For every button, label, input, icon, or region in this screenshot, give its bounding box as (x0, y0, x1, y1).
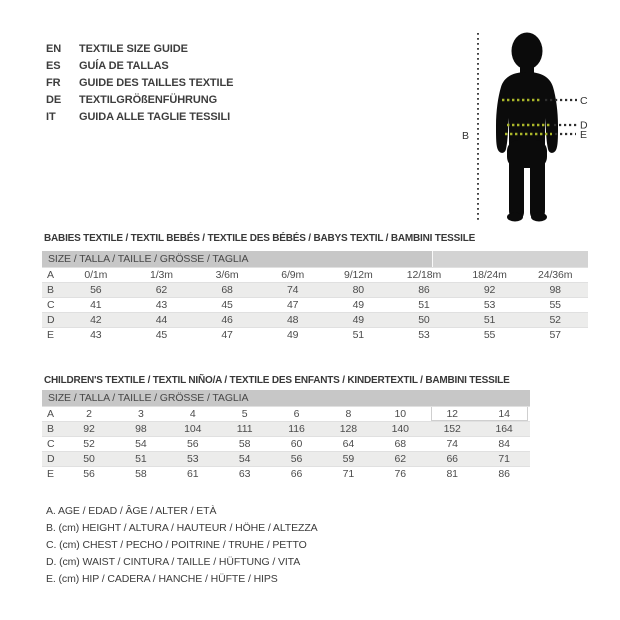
row-label: D (47, 314, 55, 326)
table-row-D (42, 312, 588, 327)
row-label: B (47, 423, 54, 435)
language-row (46, 91, 233, 108)
babies-size-header (42, 251, 588, 267)
table-cell: 47 (221, 329, 233, 341)
table-cell: 152 (443, 423, 461, 435)
table-cell: 98 (549, 284, 561, 296)
table-cell: 62 (155, 284, 168, 296)
table-row-C (42, 436, 530, 451)
hip-label: E (580, 129, 588, 141)
row-label: E (47, 329, 54, 341)
header-shade-overlay (432, 251, 588, 267)
waist-label: D (580, 119, 588, 132)
children-size-table (42, 390, 530, 481)
table-cell: 111 (236, 423, 253, 435)
table-cell: 164 (495, 423, 513, 435)
table-cell: 42 (90, 314, 102, 326)
row-label: D (47, 453, 55, 465)
table-cell: 51 (135, 453, 147, 465)
table-row-A (42, 406, 530, 421)
legend-line: B. (cm) HEIGHT / ALTURA / HAUTEUR / HÖHE / ALTEZZA (46, 522, 318, 534)
table-row-E (42, 327, 588, 342)
language-list (46, 40, 233, 125)
table-cell: 18/24m (472, 269, 507, 281)
table-cell: 55 (483, 329, 496, 341)
table-cell: 14 (498, 408, 510, 420)
table-row-D (42, 451, 530, 466)
table-cell: 43 (90, 329, 102, 341)
table-cell: 50 (418, 314, 430, 326)
table-cell: 92 (83, 423, 95, 435)
table-cell: 76 (394, 468, 407, 480)
table-row-B (42, 282, 588, 297)
table-cell: 3 (137, 408, 144, 420)
language-row (46, 74, 233, 91)
children-size-header-text: SIZE / TALLA / TAILLE / GRÖSSE / TAGLIA (48, 392, 249, 404)
table-cell: 86 (498, 468, 510, 480)
table-cell: 53 (418, 329, 430, 341)
table-cell: 52 (549, 314, 561, 326)
table-cell: 81 (446, 468, 458, 480)
language-row (46, 40, 233, 57)
table-cell: 56 (290, 453, 303, 465)
language-row (46, 57, 233, 74)
table-row-B (42, 421, 530, 436)
table-cell: 86 (418, 284, 430, 296)
row-label: B (47, 284, 54, 296)
babies-rows (42, 267, 588, 342)
table-cell: 41 (90, 299, 102, 311)
table-cell: 57 (549, 329, 561, 341)
table-cell: 6 (293, 408, 300, 420)
table-cell: 60 (290, 438, 303, 450)
row-label: A (47, 269, 54, 281)
table-cell: 58 (238, 438, 251, 450)
language-label: GUIDA ALLE TAGLIE TESSILI (79, 110, 231, 123)
table-cell: 66 (290, 468, 303, 480)
table-cell: 56 (186, 438, 199, 450)
legend-line: E. (cm) HIP / CADERA / HANCHE / HÜFTE / HIPS (46, 573, 278, 585)
babies-size-header-text: SIZE / TALLA / TAILLE / GRÖSSE / TAGLIA (48, 253, 249, 265)
language-label: GUIDE DES TAILLES TEXTILE (79, 76, 234, 89)
table-cell: 24/36m (537, 269, 573, 281)
table-cell: 6/9m (281, 269, 305, 281)
table-cell: 49 (352, 314, 365, 326)
child-silhouette-figure (450, 14, 610, 229)
chest-label: C (580, 95, 588, 107)
table-cell: 46 (221, 314, 233, 326)
table-cell: 51 (483, 314, 496, 326)
table-cell: 140 (391, 423, 409, 435)
row-label: A (47, 408, 54, 420)
babies-table-title: BABIES TEXTILE / TEXTIL BEBÉS / TEXTILE DES BÉBÉS / BABYS TEXTIL / BAMBINI TESSILE (44, 233, 476, 244)
table-cell: 54 (135, 438, 147, 450)
language-code: IT (46, 110, 56, 123)
table-cell: 59 (342, 453, 355, 465)
row-label: E (47, 468, 54, 480)
table-cell: 55 (549, 299, 561, 311)
legend-line: A. AGE / EDAD / ÂGE / ALTER / ETÀ (46, 505, 217, 517)
table-cell: 63 (238, 468, 251, 480)
language-row (46, 108, 233, 125)
table-cell: 43 (155, 299, 168, 311)
table-cell: 68 (221, 284, 233, 296)
row-label: C (47, 299, 55, 311)
table-cell: 1/3m (149, 269, 173, 281)
table-cell: 48 (286, 314, 299, 326)
child-silhouette-shape (496, 33, 558, 222)
table-cell: 10 (394, 408, 407, 420)
table-cell: 58 (135, 468, 147, 480)
table-cell: 116 (288, 423, 305, 435)
table-cell: 104 (184, 423, 202, 435)
table-cell: 61 (186, 468, 199, 480)
table-cell: 2 (86, 408, 92, 420)
table-cell: 128 (339, 423, 358, 435)
language-label: TEXTILGRÖßENFÜHRUNG (79, 93, 218, 106)
children-table-title: CHILDREN'S TEXTILE / TEXTIL NIÑO/A / TEXTILE DES ENFANTS / KINDERTEXTIL / BAMBINI TESSILE (44, 375, 510, 386)
table-cell: 45 (221, 299, 233, 311)
table-cell: 12 (446, 408, 458, 420)
legend-line: D. (cm) WAIST / CINTURA / TAILLE / HÜFTUNG / VITA (46, 556, 301, 568)
table-cell: 53 (483, 299, 496, 311)
table-cell: 84 (498, 438, 510, 450)
table-cell: 71 (498, 453, 510, 465)
table-cell: 92 (483, 284, 496, 296)
table-cell: 3/6m (215, 269, 239, 281)
table-cell: 51 (352, 329, 365, 341)
table-cell: 66 (446, 453, 458, 465)
table-cell: 0/1m (84, 269, 108, 281)
language-code: FR (46, 76, 61, 89)
table-cell: 74 (286, 284, 299, 296)
table-cell: 9/12m (343, 269, 373, 281)
table-cell: 50 (83, 453, 95, 465)
table-cell: 49 (286, 329, 299, 341)
language-code: DE (46, 93, 62, 106)
table-row-A (42, 267, 588, 282)
table-cell: 51 (418, 299, 430, 311)
table-cell: 4 (189, 408, 196, 420)
table-cell: 71 (342, 468, 355, 480)
table-cell: 56 (83, 468, 95, 480)
table-cell: 52 (83, 438, 95, 450)
table-cell: 45 (155, 329, 168, 341)
table-cell: 12/18m (406, 269, 442, 281)
table-row-E (42, 466, 530, 481)
table-cell: 56 (90, 284, 102, 296)
height-label: B (462, 130, 470, 142)
language-code: ES (46, 59, 61, 72)
table-cell: 64 (342, 438, 355, 450)
table-cell: 54 (238, 453, 251, 465)
table-cell: 5 (241, 408, 248, 420)
children-size-header (42, 390, 530, 406)
table-cell: 44 (155, 314, 168, 326)
table-cell: 49 (352, 299, 365, 311)
babies-size-table (42, 251, 588, 342)
table-cell: 53 (186, 453, 199, 465)
language-code: EN (46, 42, 62, 55)
measure-legend (46, 503, 318, 588)
table-cell: 62 (394, 453, 407, 465)
language-label: GUÍA DE TALLAS (79, 59, 169, 72)
table-cell: 68 (394, 438, 407, 450)
table-cell: 74 (446, 438, 458, 450)
language-label: TEXTILE SIZE GUIDE (79, 42, 188, 55)
table-row-C (42, 297, 588, 312)
table-cell: 98 (135, 423, 147, 435)
table-cell: 80 (352, 284, 365, 296)
legend-line: C. (cm) CHEST / PECHO / POITRINE / TRUHE / PETTO (46, 539, 307, 551)
row-label: C (47, 438, 55, 450)
table-cell: 47 (286, 299, 299, 311)
children-rows (42, 406, 530, 481)
table-cell: 8 (345, 408, 352, 420)
